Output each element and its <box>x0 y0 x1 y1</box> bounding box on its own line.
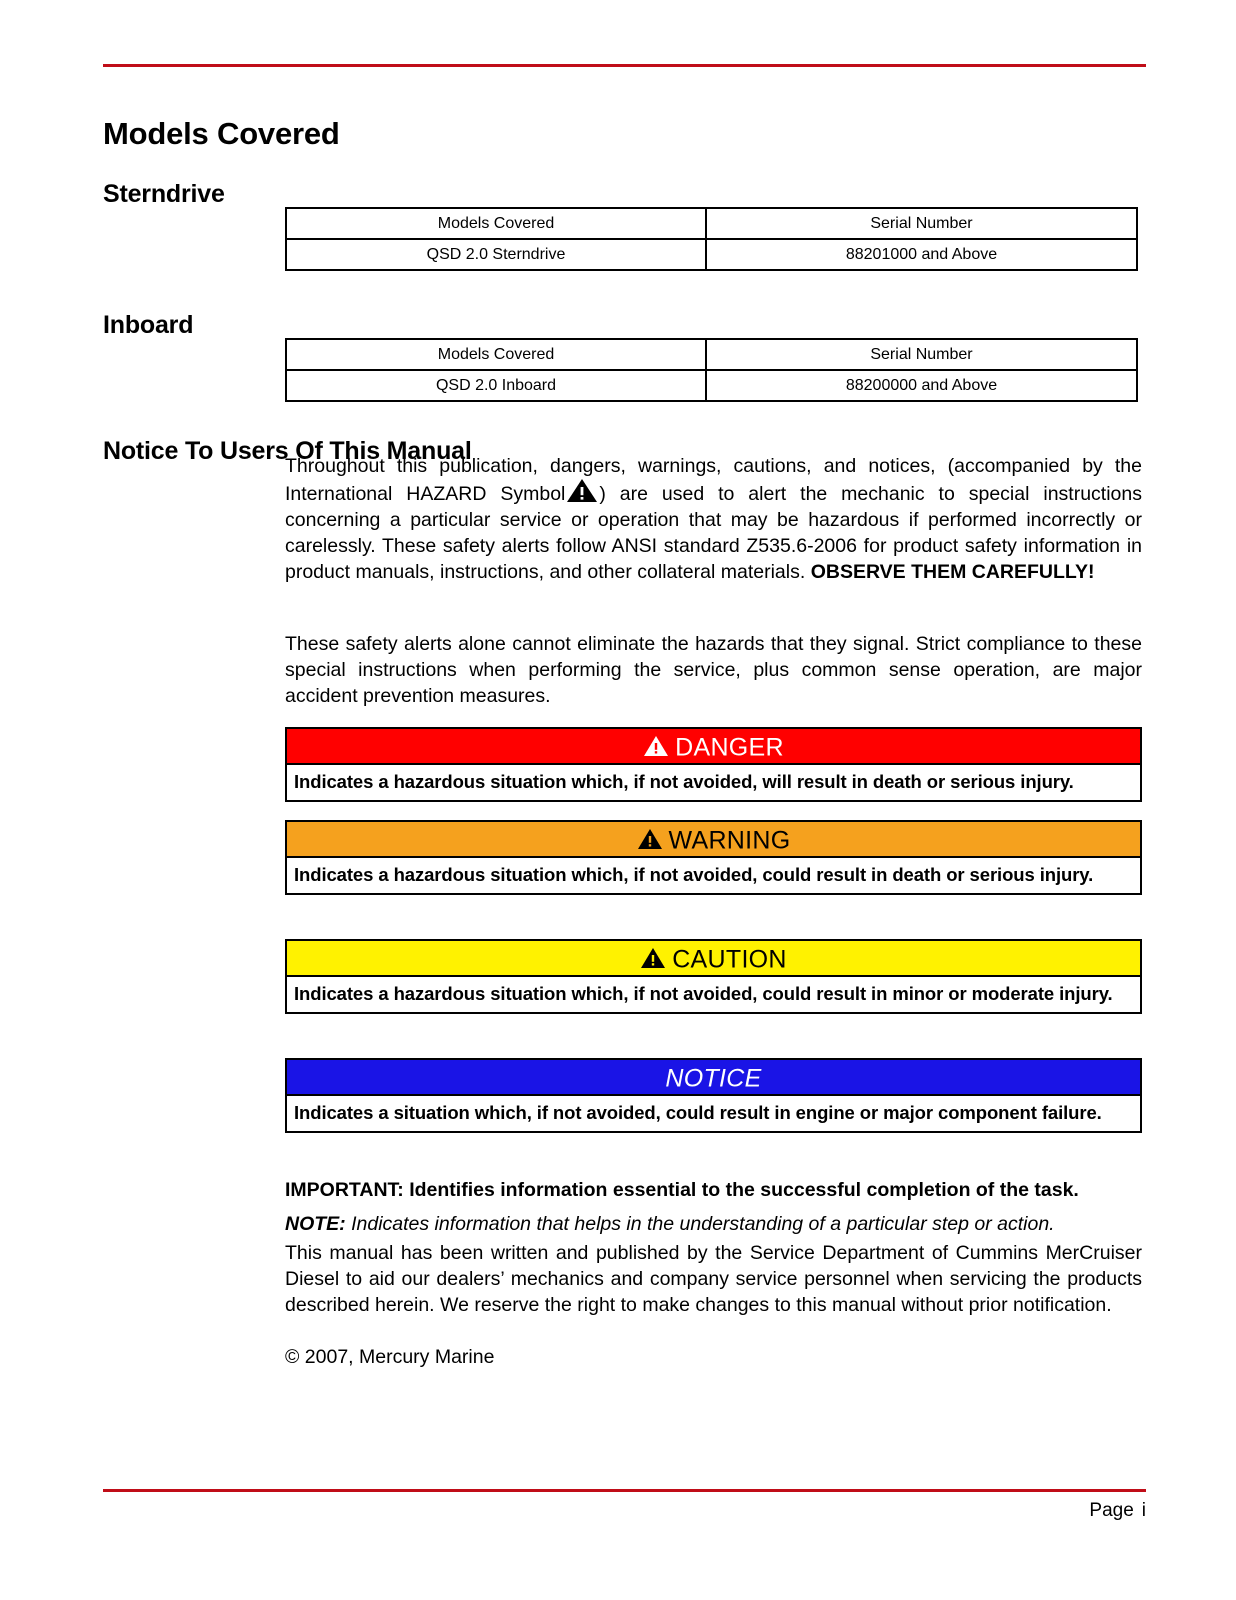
page-footer <box>1089 1500 1146 1522</box>
table-row <box>286 239 1137 270</box>
intro-paragraph <box>285 453 1142 585</box>
alert-header-warning <box>285 820 1142 856</box>
note-definition <box>285 1211 1142 1237</box>
alert-message-warning: Indicates a hazardous situation which, if not avoided, could result in death or serious injury. <box>285 856 1142 895</box>
cell-serial: 88200000 and Above <box>706 370 1137 401</box>
column-header-serial-number: Serial Number <box>706 339 1137 370</box>
alert-header-caution <box>285 939 1142 975</box>
intro-text-part2: ) are used to alert the mechanic to special instructions concerning a particular service or operation that may be hazardous if performed incorrectly or carelessly. These safety alerts follow ANSI standard Z535.6-2006 for product safety information in product manuals, instructions, and other collateral materials. <box>285 483 1142 583</box>
safety-alerts-paragraph-block <box>285 631 1142 717</box>
sterndrive-models-table <box>285 207 1138 271</box>
copyright-line: © 2007, Mercury Marine <box>285 1346 495 1368</box>
table-header-row <box>286 339 1137 370</box>
alert-box-caution <box>285 939 1142 1014</box>
alert-level-label: DANGER <box>675 733 784 762</box>
alert-level-label: NOTICE <box>665 1064 762 1093</box>
warning-triangle-icon <box>637 828 663 850</box>
alert-level-label: WARNING <box>668 826 791 855</box>
safety-alerts-paragraph: These safety alerts alone cannot eliminate the hazards that they signal. Strict compliance to these special instructions when performing the service, plus common sense operation, are major accident prevention measures. <box>285 633 1142 707</box>
important-note: IMPORTANT: Identifies information essential to the successful completion of the task. <box>285 1179 1079 1201</box>
alert-message-notice: Indicates a situation which, if not avoided, could result in engine or major component failure. <box>285 1094 1142 1133</box>
hazard-symbol-icon <box>565 477 599 503</box>
alert-box-danger <box>285 727 1142 802</box>
intro-text-part1: Throughout this publication, dangers, warnings, cautions, and notices, (accompanied by the International HAZARD Symbol <box>285 455 1142 505</box>
header-rule <box>103 64 1146 67</box>
alert-box-notice <box>285 1058 1142 1133</box>
warning-triangle-icon <box>643 735 669 757</box>
note-label: NOTE: <box>285 1213 346 1235</box>
alert-header-danger <box>285 727 1142 763</box>
column-header-serial-number: Serial Number <box>706 208 1137 239</box>
footer-rule <box>103 1489 1146 1492</box>
footer-page-number: i <box>1141 1500 1146 1521</box>
section-heading-sterndrive: Sterndrive <box>103 179 225 208</box>
footer-page-label: Page <box>1089 1500 1134 1521</box>
page-title: Models Covered <box>103 115 340 151</box>
column-header-models-covered: Models Covered <box>286 339 706 370</box>
alert-message-danger: Indicates a hazardous situation which, if not avoided, will result in death or serious injury. <box>285 763 1142 802</box>
publisher-paragraph: This manual has been written and published by the Service Department of Cummins MerCruiser Diesel to aid our dealers’ mechanics and company service personnel when servicing the products described herein. We reserve the right to make changes to this manual without prior notification. <box>285 1242 1142 1316</box>
table-row <box>286 370 1137 401</box>
alert-header-notice <box>285 1058 1142 1094</box>
intro-paragraph-block <box>285 453 1142 593</box>
cell-serial: 88201000 and Above <box>706 239 1137 270</box>
publisher-paragraph-block <box>285 1240 1142 1326</box>
alert-box-warning <box>285 820 1142 895</box>
note-text: Indicates information that helps in the understanding of a particular step or action. <box>351 1213 1055 1235</box>
alert-message-caution: Indicates a hazardous situation which, if not avoided, could result in minor or moderate injury. <box>285 975 1142 1014</box>
alert-level-label: CAUTION <box>672 945 787 974</box>
warning-triangle-icon <box>640 947 666 969</box>
section-heading-inboard: Inboard <box>103 310 194 339</box>
observe-carefully-emphasis: OBSERVE THEM CAREFULLY! <box>810 561 1095 583</box>
section-heading-notice-to-users: Notice To Users Of This Manual <box>103 436 472 465</box>
column-header-models-covered: Models Covered <box>286 208 706 239</box>
table-header-row <box>286 208 1137 239</box>
cell-model: QSD 2.0 Inboard <box>286 370 706 401</box>
inboard-models-table <box>285 338 1138 402</box>
cell-model: QSD 2.0 Sterndrive <box>286 239 706 270</box>
